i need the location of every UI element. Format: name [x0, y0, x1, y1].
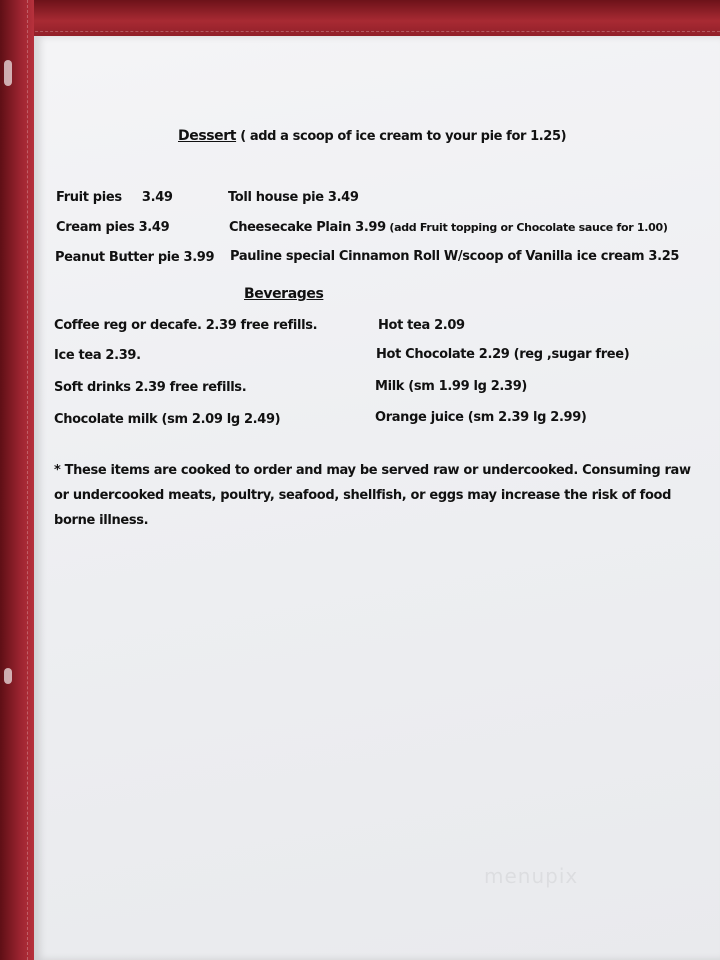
glare-highlight [4, 668, 12, 684]
menu-item: Milk (sm 1.99 lg 2.39) [375, 379, 527, 394]
menu-item: Pauline special Cinnamon Roll W/scoop of Vanilla ice cream 3.25 [230, 249, 680, 264]
menu-item-name: Cheesecake Plain 3.99 [229, 220, 386, 235]
dessert-heading-note: ( add a scoop of ice cream to your pie for 1.25) [236, 129, 567, 144]
menu-cover-spine [0, 0, 34, 960]
menu-item: Hot Chocolate 2.29 (reg ,sugar free) [376, 347, 630, 362]
watermark-logo: menupix [484, 864, 579, 888]
menu-item: Hot tea 2.09 [378, 318, 465, 333]
dessert-heading: Dessert [178, 128, 237, 144]
menu-cover-top [0, 0, 720, 38]
glare-highlight [4, 60, 12, 86]
menu-item: Peanut Butter pie 3.99 [55, 250, 215, 265]
menu-page [34, 36, 720, 960]
menu-item [56, 190, 173, 205]
menu-item: Coffee reg or decafe. 2.39 free refills. [54, 318, 318, 333]
menu-item: Toll house pie 3.49 [228, 190, 359, 205]
menu-item-note: (add Fruit topping or Chocolate sauce for 1.00) [385, 221, 668, 234]
beverages-heading: Beverages [244, 286, 324, 302]
menu-item-price: 3.49 [141, 190, 173, 205]
menu-item [229, 220, 668, 235]
food-safety-notice: * These items are cooked to order and may be served raw or undercooked. Consuming raw or undercooked meats, poultry, seafood, shellfish, or eggs may increase the risk of food borne illness. [54, 463, 691, 528]
menu-item: Ice tea 2.39. [54, 348, 141, 363]
menu-item-name: Fruit pies [56, 190, 122, 205]
menu-item: Soft drinks 2.39 free refills. [54, 380, 247, 395]
menu-item: Cream pies 3.49 [56, 220, 170, 235]
menu-item: Chocolate milk (sm 2.09 lg 2.49) [54, 412, 281, 427]
menu-item: Orange juice (sm 2.39 lg 2.99) [375, 410, 587, 425]
dessert-heading-line [178, 128, 566, 144]
